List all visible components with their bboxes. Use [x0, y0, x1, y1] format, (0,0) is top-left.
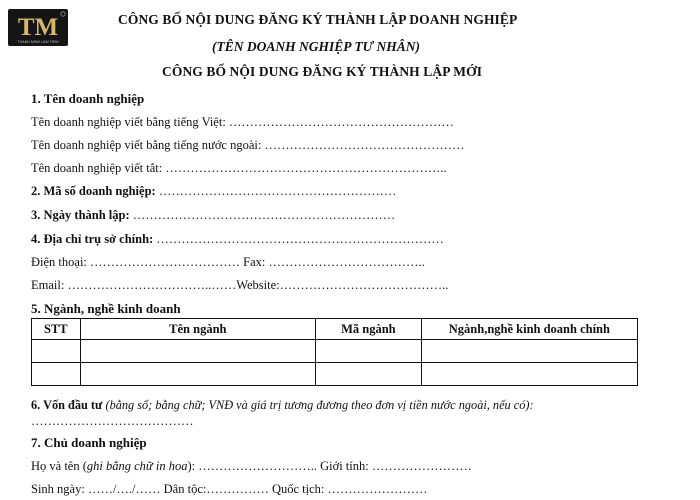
owner-name-italic: ghi bằng chữ in hoa [86, 459, 188, 473]
section1-heading: 1. Tên doanh nghiệp [31, 91, 145, 106]
table-cell [32, 363, 81, 386]
section2-dots: ………………………………………………… [155, 184, 397, 198]
section5-heading: 5. Ngành, nghề kinh doanh [31, 301, 181, 316]
section4-label: 4. Địa chỉ trụ sở chính: [31, 232, 154, 246]
name-foreign-line: Tên doanh nghiệp viết bằng tiếng nước ngoài: ………………………………………… [31, 138, 465, 152]
col-code-header: Mã ngành [315, 319, 421, 340]
table-row [32, 363, 638, 386]
section2-label: 2. Mã số doanh nghiệp: [31, 184, 156, 198]
table-cell [421, 363, 637, 386]
section3-label: 3. Ngày thành lập: [31, 208, 130, 222]
section4-line [31, 232, 444, 247]
company-logo [8, 9, 68, 46]
table-cell [80, 363, 315, 386]
table-header-row [32, 319, 638, 340]
business-lines-table [31, 318, 638, 386]
table-cell [315, 340, 421, 363]
page-subtitle: (TÊN DOANH NGHIỆP TƯ NHÂN) [212, 39, 420, 54]
name-vietnamese-line: Tên doanh nghiệp viết bằng tiếng Việt: ……………………………………………… [31, 115, 454, 129]
page-title-2: CÔNG BỐ NỘI DUNG ĐĂNG KÝ THÀNH LẬP MỚI [162, 64, 483, 79]
table-cell [32, 340, 81, 363]
section6-dots: ………………………………… [31, 414, 194, 428]
section2-line [31, 184, 396, 199]
page-title: CÔNG BỐ NỘI DUNG ĐĂNG KÝ THÀNH LẬP DOANH NGHIỆP [118, 12, 518, 27]
owner-birth-line: Sinh ngày: ……/…./…… Dân tộc:…………… Quốc tịch: …………………… [31, 482, 428, 496]
section4-dots: …………………………………………………………… [153, 232, 444, 246]
section7-heading: 7. Chủ doanh nghiệp [31, 435, 147, 450]
owner-name-suffix: ): ……………………….. Giới tính: …………………… [187, 459, 472, 473]
section6-line [31, 398, 534, 413]
logo-small-text: THANH MINH LAW FIRM [17, 40, 59, 44]
table-row [32, 340, 638, 363]
section6-label: 6. Vốn đầu tư [31, 398, 103, 412]
col-name-header: Tên ngành [80, 319, 315, 340]
table-cell [315, 363, 421, 386]
email-website-line: Email: ……………………………..……Website:………………………………….. [31, 278, 449, 292]
logo-text: TM [17, 14, 59, 41]
phone-fax-line: Điện thoại: ……………………………… Fax: ……………………………….. [31, 255, 425, 269]
name-abbrev-line: Tên doanh nghiệp viết tắt: ………………………………………………………….. [31, 161, 447, 175]
owner-name-prefix: Họ và tên ( [31, 459, 87, 473]
col-stt-header: STT [32, 319, 81, 340]
table-cell [80, 340, 315, 363]
owner-name-line [31, 459, 472, 474]
table-cell [421, 340, 637, 363]
section3-line [31, 208, 395, 223]
section3-dots: ……………………………………………………… [129, 208, 396, 222]
col-main-header: Ngành,nghề kinh doanh chính [421, 319, 637, 340]
section6-note: (bằng số; bằng chữ; VNĐ và giá trị tương đương theo đơn vị tiền nước ngoài, nếu có): [102, 398, 534, 412]
